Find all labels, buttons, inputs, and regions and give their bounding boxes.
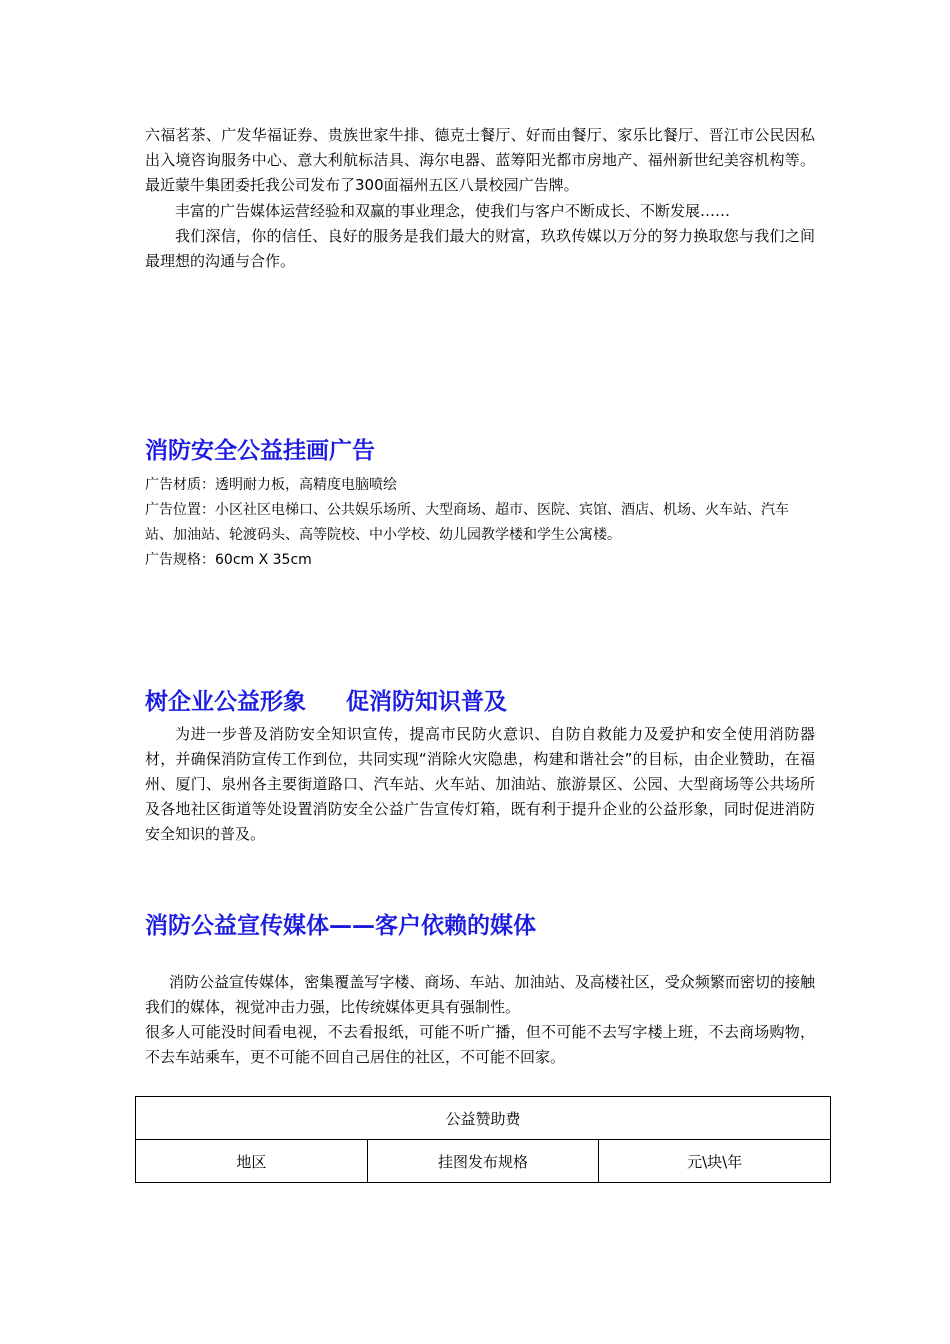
column-region: 地区 [136, 1140, 368, 1183]
section-title-fire-poster: 消防安全公益挂画广告 [145, 438, 375, 464]
table-column-row [136, 1140, 831, 1183]
sponsorship-fee-table [135, 1096, 831, 1183]
intro-commitment: 我们深信，你的信任、良好的服务是我们最大的财富，玖玖传媒以万分的努力换取您与我们之间最理想的沟通与合作。 [145, 227, 815, 270]
section-title-media: 消防公益宣传媒体——客户依赖的媒体 [145, 913, 536, 939]
intro-client-list: 六福茗茶、广发华福证券、贵族世家牛排、德克士餐厅、好而由餐厅、家乐比餐厅、晋江市公民因私出入境咨询服务中心、意大利航标洁具、海尔电器、蓝筹阳光都市房地产、福州新世纪美容机构等。最近蒙牛集团委托我公司发布了300面福州五区八景校园广告牌。 [145, 126, 815, 194]
title-part-b: 促消防知识普及 [346, 689, 507, 715]
table-header: 公益赞助费 [136, 1097, 831, 1140]
table-header-row [136, 1097, 831, 1140]
ad-spec: 广告规格：60cm X 35cm [145, 552, 312, 568]
section-title-public-image [145, 683, 507, 716]
column-spec: 挂图发布规格 [367, 1140, 599, 1183]
section3-body-2: 很多人可能没时间看电视，不去看报纸，可能不听广播，但不可能不去写字楼上班，不去商场购物，不去车站乘车，更不可能不回自己居住的社区，不可能不回家。 [145, 1023, 815, 1066]
section2-body: 为进一步普及消防安全知识宣传，提高市民防火意识、自防自救能力及爱护和安全使用消防器材，并确保消防宣传工作到位，共同实现“消除火灾隐患，构建和谐社会”的目标，由企业赞助，在福州、厦门、泉州各主要街道路口、汽车站、火车站、加油站、旅游景区、公园、大型商场等公共场所及各地社区街道等处设置消防安全公益广告宣传灯箱，既有利于提升企业的公益形象，同时促进消防安全知识的普及。 [145, 725, 815, 843]
title-part-a: 树企业公益形象 [145, 689, 306, 715]
column-price: 元\块\年 [599, 1140, 831, 1183]
ad-material: 广告材质：透明耐力板，高精度电脑喷绘 [145, 477, 397, 493]
ad-location: 广告位置：小区社区电梯口、公共娱乐场所、大型商场、超市、医院、宾馆、酒店、机场、火车站、汽车站、加油站、轮渡码头、高等院校、中小学校、幼儿园教学楼和学生公寓楼。 [145, 502, 789, 543]
intro-experience: 丰富的广告媒体运营经验和双赢的事业理念，使我们与客户不断成长、不断发展…… [175, 202, 731, 220]
section3-body-1: 消防公益宣传媒体，密集覆盖写字楼、商场、车站、加油站、及高楼社区，受众频繁而密切的接触我们的媒体，视觉冲击力强，比传统媒体更具有强制性。 [145, 973, 815, 1016]
